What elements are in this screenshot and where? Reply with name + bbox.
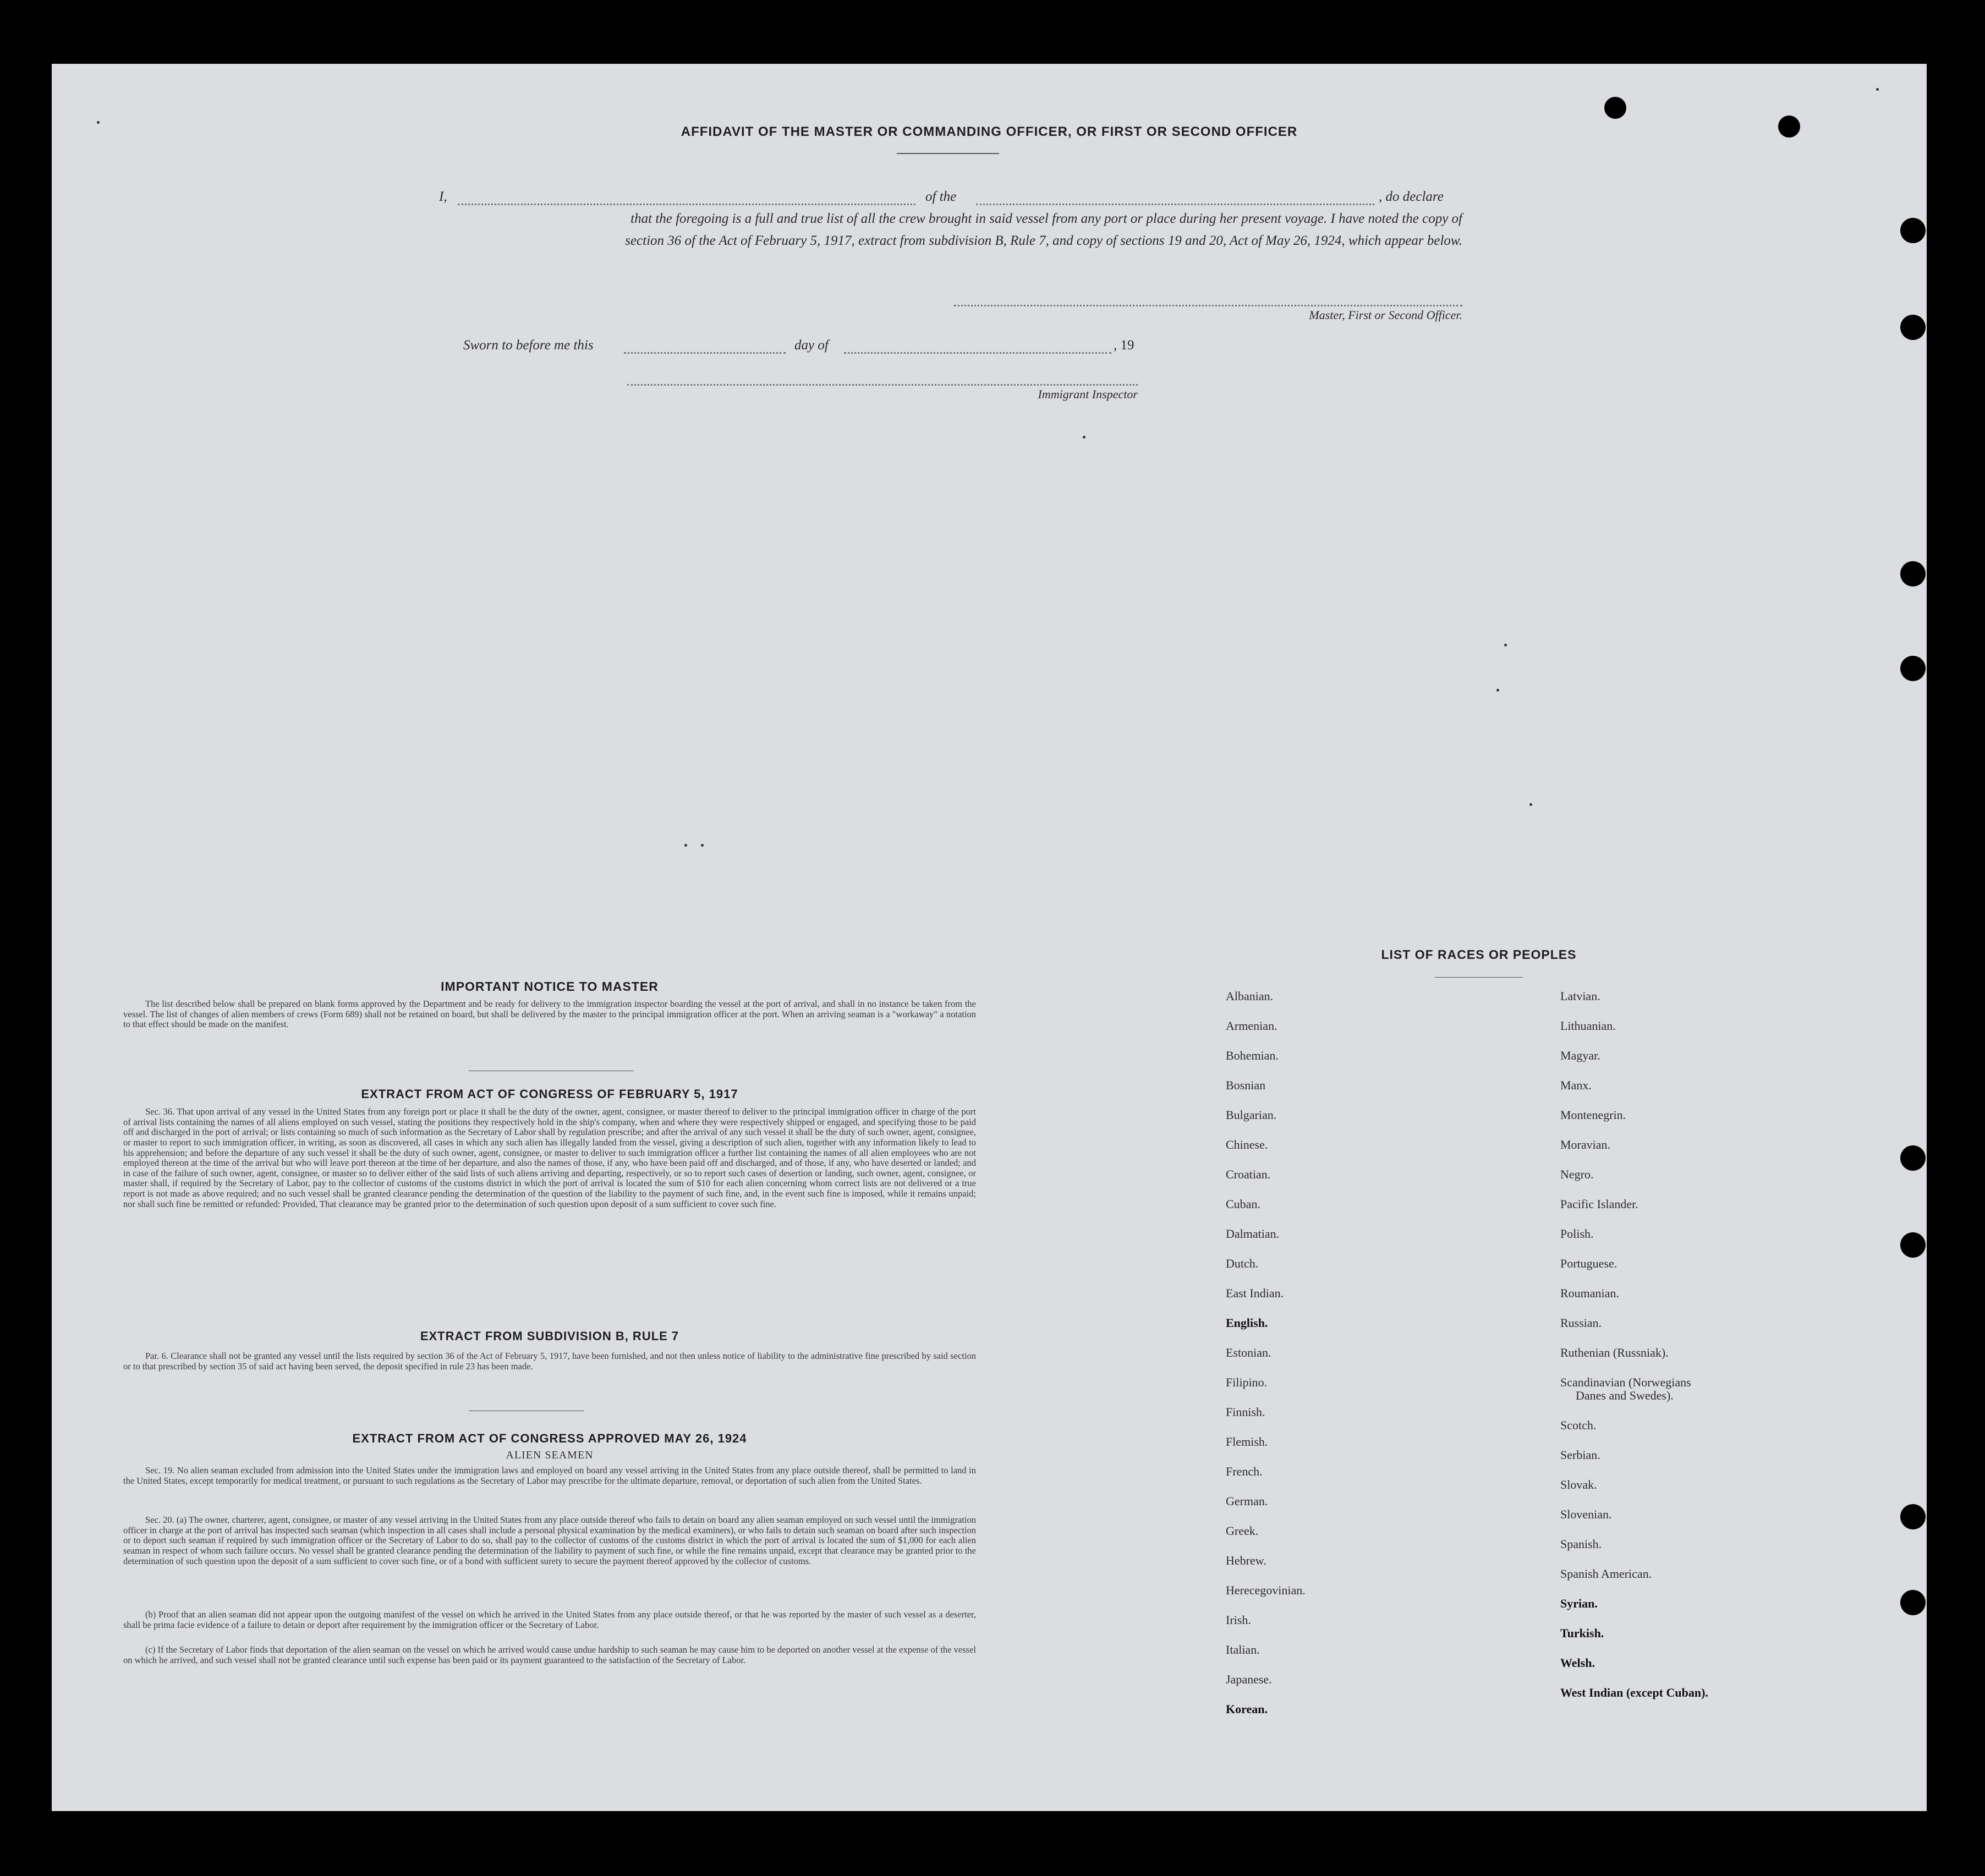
race-item: Roumanian. [1560,1286,1619,1300]
extract-1924-title: EXTRACT FROM ACT OF CONGRESS APPROVED MAY 26, 1924 [352,1431,747,1445]
punch-hole [1900,656,1926,681]
race-item: Negro. [1560,1167,1594,1181]
speck [1083,436,1085,438]
race-item: East Indian. [1226,1286,1284,1300]
sec-20b-text: (b) Proof that an alien seaman did not appear upon the outgoing manifest of the vessel on which he arrived in the United States from any place outside thereof, or that he was reported by the master of such vessel as a deserter, shall be prima facie evidence of a failure to detain or deport after requirement by the immigration officer or the Secretary of Labor. [123,1609,976,1630]
race-item: Ruthenian (Russniak). [1560,1346,1669,1359]
punch-hole [1604,97,1626,119]
punch-hole [1900,218,1926,243]
extract-1917-text: Sec. 36. That upon arrival of any vessel in the United States from any foreign port or place it shall be the duty of the owner, agent, consignee, or master thereof to deliver to the principal immigration officer in charge of the port of arrival lists containing the names of all aliens employed on such vessel, stating the positions they respectively hold in the ship's company, when and where they were respectively shipped or engaged, and specifying those to be paid off and discharged in the port of arrival; or lists containing so much of such information as the Secretary of Labor shall by regulation prescribe; and after the arrival of any such vessel it shall be the duty of such owner, agent, consignee, or master to report to such immigration officer, in writing, as soon as discovered, all cases in which any such alien has illegally landed from the vessel, giving a description of such alien, together with any information likely to lead to his apprehension; and before the departure of any such vessel it shall be the duty of such owner, agent, consignee, or master to deliver to such immigration officer a further list containing the names of all alien employees who are not employed thereon at the time of the arrival but who will leave port thereon at the time of her departure, and also the names of those, if any, who have been paid off and discharged, and of those, if any, who have deserted or landed; and in case of the failure of such owner, agent, consignee, or master so to deliver either of the said lists of such aliens arriving and departing, respectively, or so to report such cases of desertion or landing, such owner, agent, consignee, or master shall, if required by the Secretary of Labor, pay to the collector of customs of the customs district in which the port of arrival is located the sum of $10 for each alien concerning whom correct lists are not delivered or a true report is not made as above required; and no such vessel shall be granted clearance pending the determination of the question of the liability to the payment of such fine, and, in the event such fine is imposed, while it remains unpaid; nor shall such fine be remitted or refunded: Provided, That clearance may be granted prior to the determination of such question upon deposit of a sum sufficient to cover such fine. [123,1106,976,1209]
declaration-line-3: section 36 of the Act of February 5, 1917, extract from subdivision B, Rule 7, and copy of sections 19 and 20, Act of May 26, 1924, which appear below. [625,233,1462,248]
title-divider [897,153,999,154]
race-item: Scotch. [1560,1418,1597,1432]
extract-1917-title: EXTRACT FROM ACT OF CONGRESS OF FEBRUARY 5, 1917 [361,1087,738,1101]
race-item: Spanish American. [1560,1567,1652,1581]
sworn-label: Sworn to before me this [463,338,594,353]
race-item: Korean. [1226,1702,1268,1716]
races-title: LIST OF RACES OR PEOPLES [1381,947,1577,962]
race-item: Moravian. [1560,1138,1611,1151]
race-item: Bulgarian. [1226,1108,1277,1122]
race-item: Croatian. [1226,1167,1271,1181]
inspector-signature-field[interactable] [627,384,1138,386]
race-item: Montenegrin. [1560,1108,1626,1122]
speck [1504,644,1507,646]
speck [1529,803,1532,806]
race-item: Greek. [1226,1524,1259,1538]
race-item: Irish. [1226,1613,1251,1627]
race-item: Serbian. [1560,1448,1600,1462]
affidavit-title: AFFIDAVIT OF THE MASTER OR COMMANDING OFFICER, OR FIRST OR SECOND OFFICER [681,124,1298,139]
master-signature-field[interactable] [954,305,1462,306]
race-item: Lithuanian. [1560,1019,1616,1033]
race-item: Danes and Swedes). [1576,1389,1674,1402]
rule-7-title: EXTRACT FROM SUBDIVISION B, RULE 7 [420,1329,679,1343]
race-item: Chinese. [1226,1138,1268,1151]
race-item: Turkish. [1560,1626,1604,1640]
race-item: Japanese. [1226,1672,1272,1686]
race-item: Slovenian. [1560,1507,1612,1521]
race-item: Albanian. [1226,989,1274,1003]
race-item: German. [1226,1494,1268,1508]
vessel-name-field[interactable] [976,204,1374,205]
vessel-of-the-label: of the [925,189,957,204]
sec-20c-text: (c) If the Secretary of Labor finds that deportation of the alien seaman on the vessel on which he arrived would cause undue hardship to such seaman he may cause him to be deported on another vessel at the expense of the vessel on which he arrived, and such vessel shall not be granted clearance until such expense has been paid or its payment guaranteed to the satisfaction of the Secretary of Labor. [123,1644,976,1665]
alien-seamen-subtitle: ALIEN SEAMEN [506,1449,594,1461]
race-item: Bohemian. [1226,1049,1279,1062]
race-item: Dutch. [1226,1257,1259,1270]
sec-19-text: Sec. 19. No alien seaman excluded from admission into the United States under the immigration laws and employed on board any vessel arriving in the United States from any place outside thereof, shall be permitted to land in the United States, except temporarily for medical treatment, or pursuant to such regulations as the Secretary of Labor may prescribe for the ultimate departure, removal, or deportation of such alien from the United States. [123,1465,976,1486]
declaration-line-2: that the foregoing is a full and true list of all the crew brought in said vessel from any port or place during her present voyage. I have noted the copy of [630,211,1462,226]
race-item: Dalmatian. [1226,1227,1280,1241]
notice-text: The list described below shall be prepared on blank forms approved by the Department and be ready for delivery to the immigration inspector boarding the vessel at the port of arrival, and shall in no instance be taken from the vessel. The list of changes of alien members of crews (Form 689) shall not be retained on board, but shall be delivered by the master to the principal immigration officer at the port. When an arriving seaman is a "workaway" a notation to that effect should be made on the manifest. [123,999,976,1030]
race-item: Italian. [1226,1643,1260,1656]
punch-hole [1900,1232,1926,1258]
race-item: Scandinavian (Norwegians [1560,1375,1691,1389]
race-item: Magyar. [1560,1049,1600,1062]
notice-title: IMPORTANT NOTICE TO MASTER [441,979,659,994]
race-item: Estonian. [1226,1346,1271,1359]
punch-hole [1900,561,1926,586]
declarant-name-field[interactable] [458,204,915,205]
race-item: Russian. [1560,1316,1602,1330]
race-item: Cuban. [1226,1197,1260,1211]
sworn-month-field[interactable] [844,352,1111,354]
race-item: Welsh. [1560,1656,1595,1670]
speck [701,844,704,847]
punch-hole [1900,1504,1926,1529]
declarant-label: I, [439,189,447,204]
race-item: Pacific Islander. [1560,1197,1638,1211]
race-item: Spanish. [1560,1537,1602,1551]
race-item: Portuguese. [1560,1257,1617,1270]
race-item: Syrian. [1560,1597,1598,1610]
race-item: Slovak. [1560,1478,1597,1491]
race-item: Manx. [1560,1078,1592,1092]
races-divider [1435,977,1523,978]
speck [1496,689,1499,692]
year-prefix-label: , 19 [1114,338,1134,353]
race-item: Herecegovinian. [1226,1583,1306,1597]
punch-hole [1900,1590,1926,1615]
race-item: Polish. [1560,1227,1594,1241]
inspector-signature-label: Immigrant Inspector [1038,387,1138,401]
do-declare-label: , do declare [1379,189,1444,204]
race-item: Latvian. [1560,989,1600,1003]
form-sheet [52,64,1927,1811]
master-signature-label: Master, First or Second Officer. [1309,308,1462,322]
day-of-label: day of [794,338,829,353]
speck [1876,88,1879,91]
punch-hole [1900,315,1926,340]
rule-7-text: Par. 6. Clearance shall not be granted any vessel until the lists required by section 36 of the Act of February 5, 1917, have been furnished, and not then unless notice of liability to the administrative fine prescribed by said section or to that prescribed by section 35 of said act having been served, the deposit specified in rule 23 has been made. [123,1351,976,1372]
race-item: Bosnian [1226,1078,1266,1092]
punch-hole [1900,1145,1926,1171]
race-item: Armenian. [1226,1019,1277,1033]
sworn-day-field[interactable] [624,352,786,354]
race-item: French. [1226,1464,1263,1478]
race-item: Flemish. [1226,1435,1268,1449]
speck [684,844,687,847]
sec-20a-text: Sec. 20. (a) The owner, charterer, agent, consignee, or master of any vessel arriving in the United States from any place outside thereof who fails to detain on board any alien seaman employed on such vessel until the immigration officer in charge at the port of arrival has inspected such seaman (which inspection in all cases shall include a personal physical examination by the medical examiners), or who fails to detain such seaman on board after such inspection or to deport such seaman if required by such immigration officer or the Secretary of Labor to do so, shall pay to the collector of customs of the customs district in which the port of arrival is located the sum of $1,000 for each alien seaman in respect of whom such failure occurs. No vessel shall be granted clearance pending the determination of the liability to payment of such fine, or while the fine remains unpaid, except that clearance may be granted prior to the determination of such question upon the deposit of a sum sufficient to cover such fine, or of a bond with sufficient surety to secure the payment thereof approved by the collector of customs. [123,1515,976,1566]
race-item: Hebrew. [1226,1554,1266,1567]
race-item: Finnish. [1226,1405,1265,1419]
race-item: Filipino. [1226,1375,1268,1389]
race-item: English. [1226,1316,1268,1330]
sworn-year-field[interactable] [1149,352,1215,354]
race-item: West Indian (except Cuban). [1560,1686,1708,1699]
speck [97,121,100,124]
